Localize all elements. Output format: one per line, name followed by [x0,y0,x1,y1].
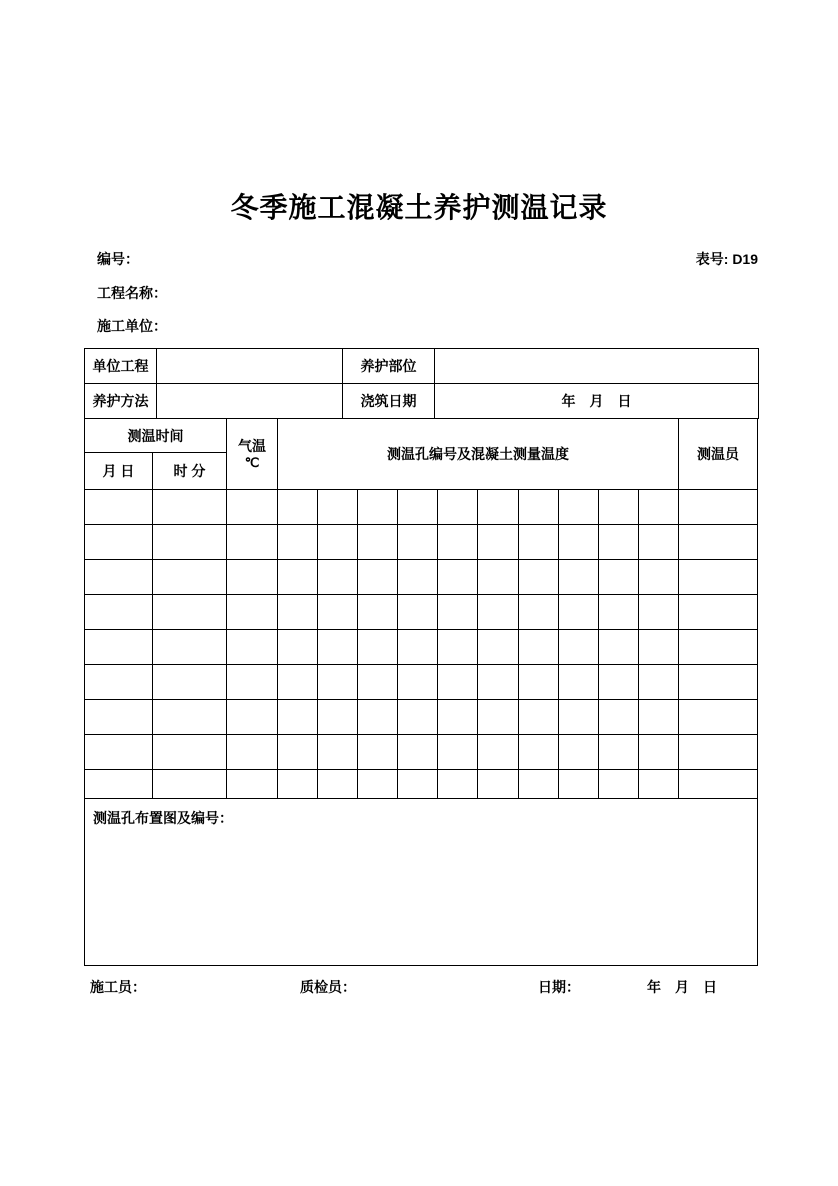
info-row-1 [85,349,759,384]
recorder-cell [678,490,757,525]
info-table [84,348,759,419]
temp-reading-cell [358,560,398,595]
temp-reading-cell [358,665,398,700]
temp-reading-cell [558,735,598,770]
measurement-table [84,418,758,799]
project-name-label: 工程名称： [97,285,167,301]
temp-reading-cell [518,735,558,770]
air-temp-cell [227,665,278,700]
temp-reading-cell [638,735,678,770]
temp-reading-cell [358,525,398,560]
temp-reading-cell [518,595,558,630]
measurement-row [85,700,758,735]
temp-reading-cell [358,735,398,770]
diagram-label: 测温孔布置图及编号： [93,810,233,826]
air-temp-cell [227,735,278,770]
air-temp-cell [227,770,278,799]
temp-reading-cell [318,735,358,770]
unit-project-label: 单位工程 [85,349,157,384]
time-cell [153,560,227,595]
recorder-cell [678,770,757,799]
date-cell [85,595,153,630]
temp-reading-cell [398,630,438,665]
date-cell [85,665,153,700]
time-cell [153,525,227,560]
temp-reading-cell [438,735,478,770]
air-temp-cell [227,630,278,665]
temp-reading-cell [438,665,478,700]
temp-reading-cell [398,735,438,770]
page-title: 冬季施工混凝土养护测温记录 [230,192,608,223]
date-col-header: 月 日 [85,453,153,490]
measurement-row [85,665,758,700]
curing-part-value [435,349,759,384]
recorder-cell [678,560,757,595]
measurement-row [85,770,758,799]
temp-reading-cell [638,630,678,665]
measurement-row [85,595,758,630]
temp-reading-cell [598,735,638,770]
measurement-row [85,490,758,525]
temp-reading-cell [398,525,438,560]
curing-method-value [157,384,343,419]
temp-reading-cell [518,525,558,560]
temp-reading-cell [638,525,678,560]
curing-part-label: 养护部位 [343,349,435,384]
temp-reading-cell [318,700,358,735]
temp-reading-cell [518,770,558,799]
temp-reading-cell [438,560,478,595]
date-cell [85,630,153,665]
temp-reading-cell [638,490,678,525]
temp-reading-cell [558,560,598,595]
temp-reading-cell [318,525,358,560]
temp-reading-cell [518,630,558,665]
temp-reading-cell [438,770,478,799]
temp-reading-cell [278,665,318,700]
pour-date-value: 年 月 日 [435,384,759,419]
date-cell [85,735,153,770]
recorder-cell [678,595,757,630]
temp-reading-cell [478,700,518,735]
air-temp-header [227,419,278,490]
temp-reading-cell [358,490,398,525]
date-cell [85,490,153,525]
temp-reading-cell [638,560,678,595]
temp-reading-cell [438,595,478,630]
celsius-symbol: ℃ [244,454,260,470]
temp-reading-cell [638,595,678,630]
temp-reading-cell [438,525,478,560]
temp-reading-cell [638,770,678,799]
constructor-label: 施工员： [90,979,146,995]
temp-reading-cell [318,770,358,799]
temp-reading-cell [398,665,438,700]
temp-reading-cell [278,595,318,630]
temp-reading-cell [558,525,598,560]
recorder-cell [678,665,757,700]
temp-reading-cell [598,525,638,560]
number-label: 编号： [97,251,139,267]
temp-reading-cell [558,665,598,700]
temp-reading-cell [478,630,518,665]
measurement-row [85,560,758,595]
air-temp-cell [227,560,278,595]
temp-reading-cell [598,700,638,735]
measurement-row [85,525,758,560]
air-temp-cell [227,490,278,525]
temp-reading-cell [598,630,638,665]
temp-reading-cell [278,735,318,770]
temp-reading-cell [478,595,518,630]
temp-reading-cell [278,770,318,799]
temp-reading-cell [358,630,398,665]
time-cell [153,490,227,525]
temp-reading-cell [278,630,318,665]
temp-reading-cell [638,700,678,735]
date-cell [85,700,153,735]
recorder-cell [678,700,757,735]
air-temp-cell [227,700,278,735]
temp-reading-cell [278,560,318,595]
temp-reading-cell [438,490,478,525]
temp-reading-cell [478,665,518,700]
info-row-2 [85,384,759,419]
temp-reading-cell [598,490,638,525]
header-row-1 [85,419,758,453]
temp-reading-cell [398,560,438,595]
time-cell [153,700,227,735]
time-cell [153,595,227,630]
air-temp-cell [227,595,278,630]
time-cell [153,735,227,770]
temp-reading-cell [478,560,518,595]
temp-reading-cell [478,525,518,560]
footer [84,977,758,997]
inspector-label: 质检员： [300,979,356,995]
date-value: 年 月 日 [647,979,717,995]
temp-reading-cell [598,560,638,595]
holes-header: 测温孔编号及混凝土测量温度 [278,419,679,490]
temp-reading-cell [558,490,598,525]
construction-unit-label: 施工单位： [97,318,167,334]
time-group-header: 测温时间 [85,419,227,453]
temp-reading-cell [278,490,318,525]
temp-reading-cell [278,700,318,735]
diagram-section [84,798,758,966]
recorder-cell [678,735,757,770]
temp-reading-cell [318,665,358,700]
temp-reading-cell [358,770,398,799]
curing-method-label: 养护方法 [85,384,157,419]
temp-reading-cell [278,525,318,560]
recorder-cell [678,525,757,560]
time-cell [153,630,227,665]
date-cell [85,770,153,799]
temp-reading-cell [398,700,438,735]
temp-reading-cell [518,665,558,700]
date-label: 日期： [538,979,580,995]
temp-reading-cell [358,700,398,735]
temp-reading-cell [558,700,598,735]
temp-reading-cell [438,700,478,735]
temp-reading-cell [358,595,398,630]
temp-reading-cell [398,490,438,525]
temp-reading-cell [438,630,478,665]
temp-reading-cell [518,560,558,595]
air-temp-cell [227,525,278,560]
temp-reading-cell [318,630,358,665]
temp-reading-cell [598,595,638,630]
recorder-cell [678,630,757,665]
temp-reading-cell [598,770,638,799]
time-col-header: 时 分 [153,453,227,490]
date-cell [85,560,153,595]
time-cell [153,770,227,799]
temp-reading-cell [518,700,558,735]
meta-row [84,249,758,269]
temp-reading-cell [478,770,518,799]
temp-reading-cell [318,490,358,525]
tables-wrap [84,348,758,966]
temp-reading-cell [478,490,518,525]
measurement-row [85,630,758,665]
temp-reading-cell [638,665,678,700]
temp-reading-cell [398,770,438,799]
temp-reading-cell [398,595,438,630]
temp-reading-cell [558,770,598,799]
temp-reading-cell [598,665,638,700]
recorder-header: 测温员 [678,419,757,490]
temp-reading-cell [558,630,598,665]
date-cell [85,525,153,560]
pour-date-label: 浇筑日期 [343,384,435,419]
form-number-label: 表号: D19 [695,251,758,267]
measurement-row [85,735,758,770]
temp-reading-cell [478,735,518,770]
unit-project-value [157,349,343,384]
temp-reading-cell [558,595,598,630]
temp-reading-cell [518,490,558,525]
air-temp-text: 气温 [238,437,266,454]
temp-reading-cell [318,560,358,595]
temp-reading-cell [318,595,358,630]
time-cell [153,665,227,700]
